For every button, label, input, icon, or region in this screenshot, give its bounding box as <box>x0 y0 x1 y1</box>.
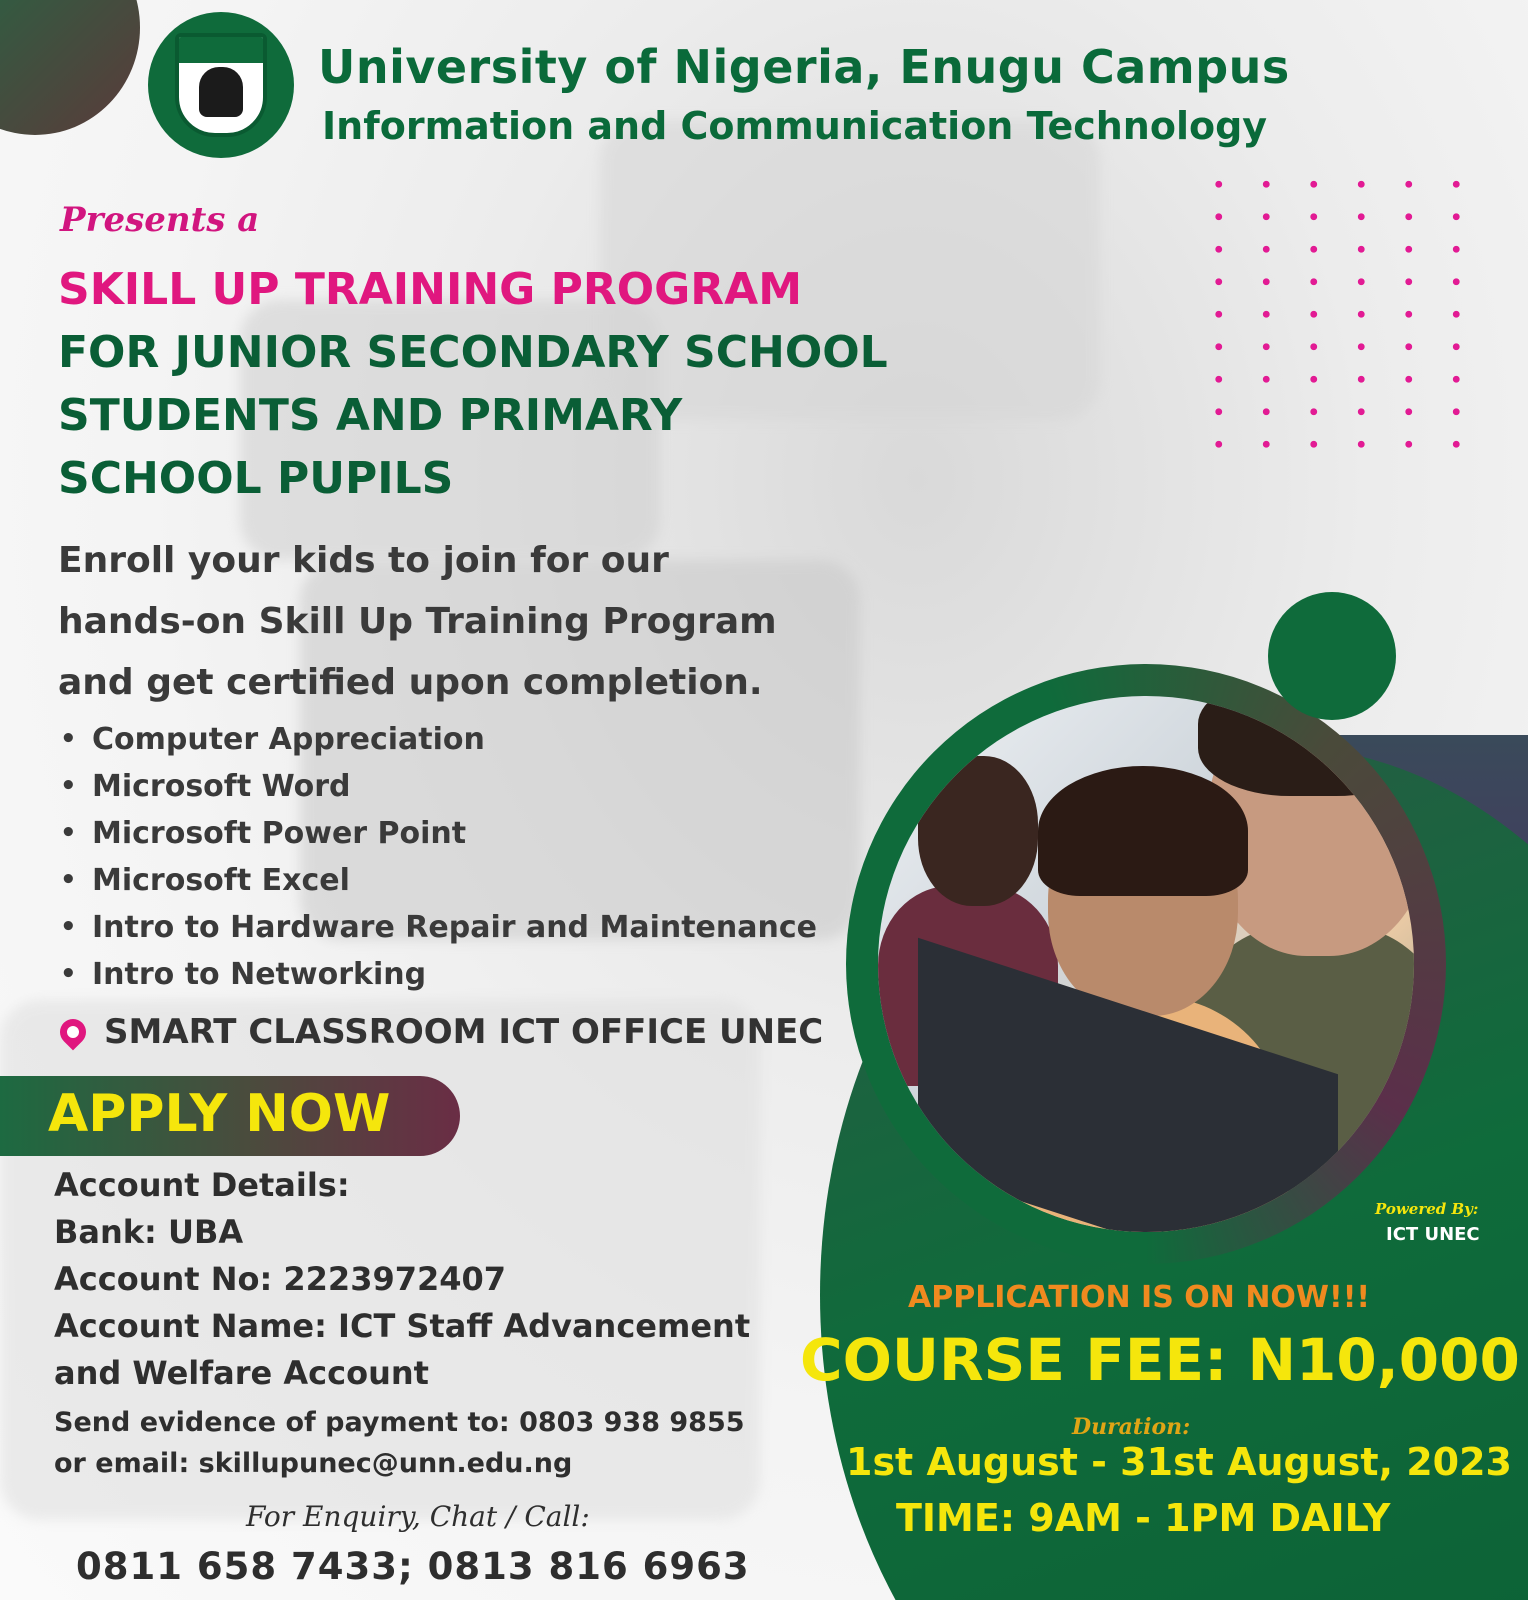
venue-text: SMART CLASSROOM ICT OFFICE UNEC <box>104 1012 824 1052</box>
account-heading: Account Details: <box>54 1166 350 1204</box>
venue <box>54 1012 823 1052</box>
course-item: • Microsoft Excel <box>58 857 817 904</box>
university-crest-icon <box>148 12 294 158</box>
headline-line-4: SCHOOL PUPILS <box>58 453 454 504</box>
dot-pattern-decoration <box>1195 168 1500 473</box>
course-list <box>58 716 817 998</box>
department-subtitle: Information and Communication Technology <box>322 104 1268 148</box>
headline-line-1: SKILL UP TRAINING PROGRAM <box>58 264 802 315</box>
account-bank: Bank: UBA <box>54 1213 244 1251</box>
corner-decoration <box>0 0 140 135</box>
duration-label: Duration: <box>1072 1414 1191 1440</box>
enquiry-phones: 0811 658 7433; 0813 816 6963 <box>76 1545 750 1588</box>
intro-line-2: hands-on Skill Up Training Program <box>58 601 777 642</box>
program-intro <box>58 530 878 713</box>
course-item: • Computer Appreciation <box>58 716 817 763</box>
program-dates: 1st August - 31st August, 2023 <box>846 1440 1513 1484</box>
headline-line-3: STUDENTS AND PRIMARY <box>58 390 683 441</box>
location-pin-icon <box>55 1014 92 1051</box>
headline-line-2: FOR JUNIOR SECONDARY SCHOOL <box>58 327 888 378</box>
course-item: • Intro to Networking <box>58 951 817 998</box>
presents-label: Presents a <box>60 200 260 240</box>
students-photo <box>878 696 1414 1232</box>
program-time: TIME: 9AM - 1PM DAILY <box>896 1496 1391 1540</box>
account-name-line-2: and Welfare Account <box>54 1354 429 1392</box>
accent-circle <box>1268 592 1396 720</box>
payment-evidence <box>54 1402 745 1484</box>
course-item: • Microsoft Power Point <box>58 810 817 857</box>
powered-by-label: Powered By: <box>1375 1200 1479 1218</box>
university-title: University of Nigeria, Enugu Campus <box>318 40 1290 94</box>
course-item: • Intro to Hardware Repair and Maintenance <box>58 904 817 951</box>
intro-line-3: and get certified upon completion. <box>58 662 763 703</box>
send-line-2: or email: skillupunec@unn.edu.ng <box>54 1448 573 1479</box>
course-item: • Microsoft Word <box>58 763 817 810</box>
powered-by-name: ICT UNEC <box>1386 1224 1480 1245</box>
send-line-1: Send evidence of payment to: 0803 938 9855 <box>54 1407 745 1438</box>
enquiry-label: For Enquiry, Chat / Call: <box>246 1500 590 1533</box>
account-name-line-1: Account Name: ICT Staff Advancement <box>54 1307 751 1345</box>
account-number: Account No: 2223972407 <box>54 1260 507 1298</box>
intro-line-1: Enroll your kids to join for our <box>58 540 669 581</box>
application-status: APPLICATION IS ON NOW!!! <box>908 1280 1371 1315</box>
apply-now-label: APPLY NOW <box>48 1084 391 1144</box>
account-details <box>54 1162 750 1397</box>
course-fee: COURSE FEE: N10,000 <box>800 1326 1520 1394</box>
program-headline <box>58 258 888 510</box>
